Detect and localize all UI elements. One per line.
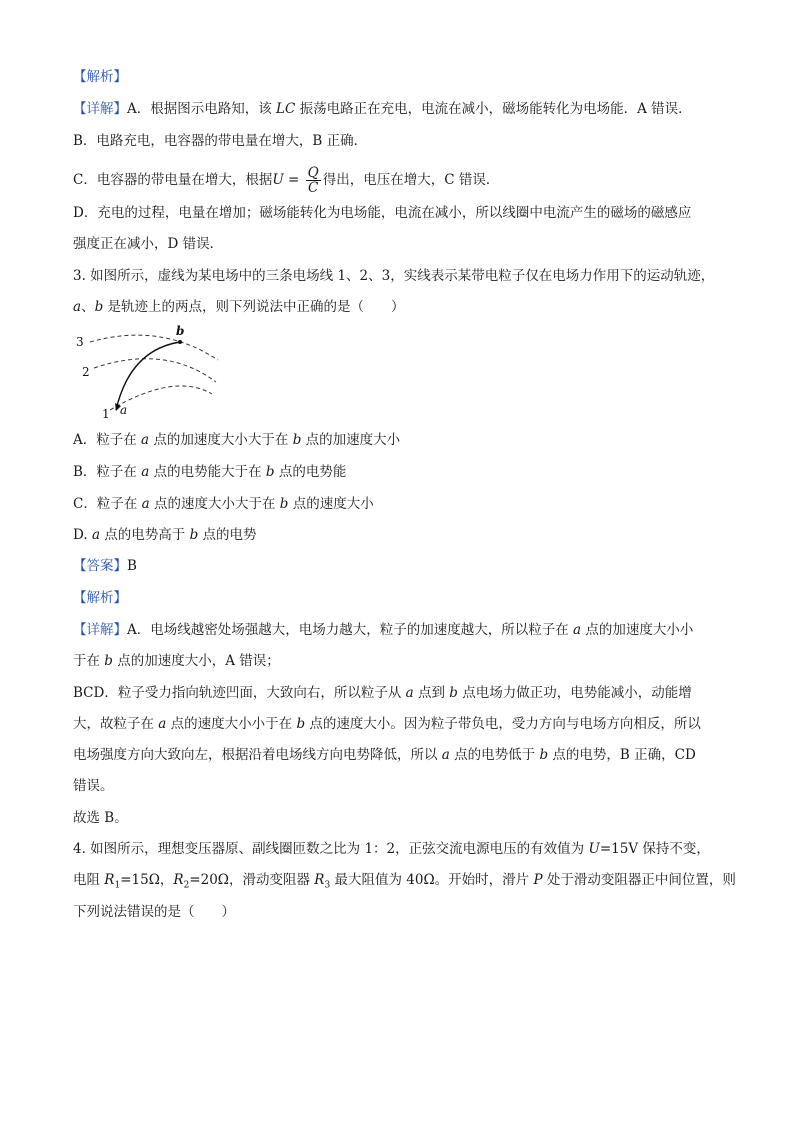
q4-stem-line2: 电阻 $R_1=15\Omega$，$R_2=20\Omega$，滑动变阻器 $R_3$ 最大阻值为 40Ω。开始时，滑片 P 处于滑动变阻器正中间位置，则	[73, 872, 736, 891]
q3-conclusion: 故选 B。	[73, 810, 128, 826]
q2-detail-d-line1: D．充电的过程，电量在增加；磁场能转化为电场能，电流在减小，所以线圈中电流产生的磁场的磁感应	[73, 205, 692, 221]
analysis-heading	[73, 68, 753, 86]
q3-detail-line1: 【详解】A．电场线越密处场强越大，电场力越大，粒子的加速度越大，所以粒子在 a 点的加速度大小小	[73, 622, 694, 638]
q2-detail-a: 【详解】A．根据图示电路知，该 LC 振荡电路正在充电，电流在减小，磁场能转化为电场能．A 错误．	[73, 101, 692, 117]
q2-detail-d-line2: 强度正在减小，D 错误．	[73, 236, 224, 252]
q3-option-b: B．粒子在 a 点的电势能大于在 b 点的电势能	[73, 464, 347, 480]
q3-stem-line2: a、b 是轨迹上的两点，则下列说法中正确的是（ ）	[73, 299, 405, 315]
point-b-dot	[178, 340, 182, 344]
formula-u: U	[272, 172, 284, 188]
label-field-line-2: 2	[82, 365, 90, 379]
detail-tag: 【详解】	[73, 101, 127, 117]
label-point-a: a	[120, 403, 128, 417]
q3-detail-line2: 于在 b 点的加速度大小，A 错误；	[73, 653, 280, 669]
answer-value: B	[127, 558, 137, 574]
field-line-2	[94, 359, 216, 382]
q3-detail-line3: BCD．粒子受力指向轨迹凹面，大致向右，所以粒子从 a 点到 b 点电场力做正功，电势能减小，动能增	[73, 685, 692, 701]
label-point-b: b	[176, 324, 185, 338]
q3-stem-line1: 3. 如图所示，虚线为某电场中的三条电场线 1、2、3，实线表示某带电粒子仅在电场力作用下的运动轨迹，	[73, 268, 715, 284]
formula-fraction: $\frac{Q}{C}$	[307, 165, 319, 196]
q3-option-a: A．粒子在 a 点的加速度大小大于在 b 点的加速度大小	[73, 432, 401, 448]
q3-option-d: D. a 点的电势高于 b 点的电势	[73, 527, 257, 543]
q4-stem-line3: 下列说法错误的是（ ）	[73, 904, 235, 920]
field-line-3	[90, 335, 218, 360]
q3-detail-line4: 大，故粒子在 a 点的速度大小小于在 b 点的速度大小。因为粒子带负电，受力方向与电场方向相反，所以	[73, 716, 701, 732]
q3-answer	[73, 557, 753, 575]
answer-tag: 【答案】	[73, 558, 127, 574]
q4-stem-line1: 4. 如图所示，理想变压器原、副线圈匝数之比为 1：2，正弦交流电源电压的有效值为 U=15V 保持不变，	[73, 841, 710, 857]
label-field-line-1: 1	[102, 407, 110, 421]
analysis-tag: 【解析】	[73, 69, 127, 85]
q3-detail-line6: 错误。	[73, 778, 114, 794]
q2-detail-c: C．电容器的带电量在增大，根据U = $\frac{Q}{C}$ 得出，电压在增大，C 错误．	[73, 165, 500, 196]
electric-field-diagram	[70, 322, 230, 422]
label-field-line-3: 3	[76, 335, 84, 349]
particle-trajectory	[116, 342, 180, 410]
q3-analysis-heading: 【解析】	[73, 590, 127, 606]
q2-detail-b: B．电路充电，电容器的带电量在增大，B 正确．	[73, 133, 368, 149]
q3-option-c: C．粒子在 a 点的速度大小大于在 b 点的速度大小	[73, 496, 374, 512]
q3-detail-line5: 电场强度方向大致向左，根据沿着电场线方向电势降低，所以 a 点的电势低于 b 点的电势，B 正确，CD	[73, 747, 696, 763]
